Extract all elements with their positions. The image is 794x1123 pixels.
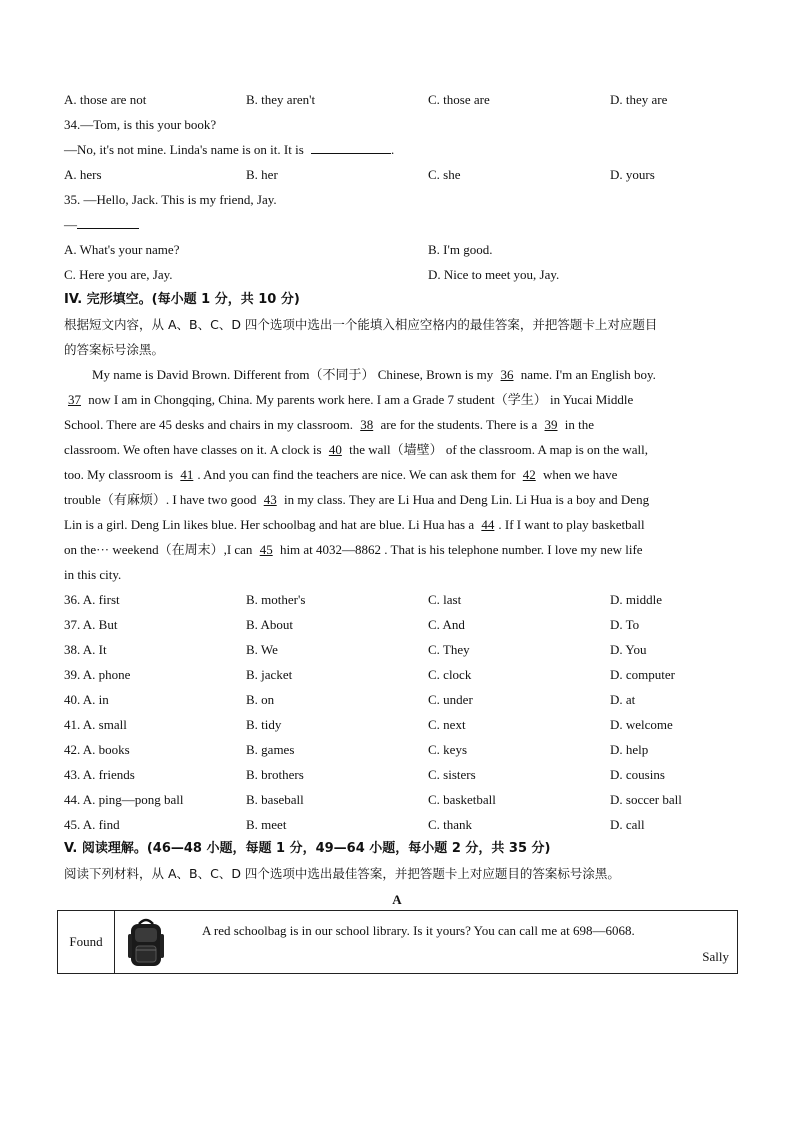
cloze-option-40-b: B. on	[246, 692, 275, 707]
cloze-option-38-d: D. You	[610, 642, 647, 657]
cloze-option-45-a: 45. A. find	[64, 817, 120, 832]
q34-option-d: D. yours	[610, 167, 655, 182]
cloze-passage	[64, 362, 732, 587]
blank-36: 36	[500, 367, 514, 382]
q35-option-a: A. What's your name?	[64, 242, 180, 257]
section5-title: V. 阅读理解。(46—48 小题，每题 1 分，49—64 小题，每小题 2 分，共 35 分)	[64, 841, 551, 856]
q35-blank	[77, 216, 139, 229]
schoolbag-icon	[125, 916, 167, 968]
section4-instruction-1: 根据短文内容，从 A、B、C、D 四个选项中选出一个能填入相应空格内的最佳答案，并把答题卡上对应题目	[64, 317, 658, 332]
blank-43: 43	[263, 492, 277, 507]
cloze-option-42-b: B. games	[246, 742, 295, 757]
blank-39: 39	[544, 417, 558, 432]
cloze-option-43-b: B. brothers	[246, 767, 304, 782]
cloze-option-38-c: C. They	[428, 642, 470, 657]
cloze-option-43-d: D. cousins	[610, 767, 665, 782]
q34-option-c: C. she	[428, 167, 461, 182]
q34-answer-line: —No, it's not mine. Linda's name is on it. It is .	[64, 142, 395, 157]
cloze-option-41-c: C. next	[428, 717, 466, 732]
section4-instruction-2: 的答案标号涂黑。	[64, 342, 165, 357]
cloze-option-44-c: C. basketball	[428, 792, 496, 807]
cloze-option-39-c: C. clock	[428, 667, 472, 682]
cloze-option-42-d: D. help	[610, 742, 649, 757]
blank-44: 44	[481, 517, 495, 532]
cloze-option-37-b: B. About	[246, 617, 293, 632]
cloze-option-44-a: 44. A. ping—pong ball	[64, 792, 184, 807]
q34-option-b: B. her	[246, 167, 278, 182]
q33-option-a: A. those are not	[64, 92, 147, 107]
cloze-option-37-a: 37. A. But	[64, 617, 118, 632]
cloze-option-39-a: 39. A. phone	[64, 667, 131, 682]
blank-42: 42	[522, 467, 536, 482]
blank-40: 40	[328, 442, 342, 457]
blank-45: 45	[259, 542, 273, 557]
cloze-option-36-d: D. middle	[610, 592, 662, 607]
q34-blank	[311, 141, 391, 154]
passage-line-7: Lin is a girl. Deng Lin likes blue. Her schoolbag and hat are blue. Li Hua has a 44 . If I want to play basketball	[64, 517, 645, 532]
q35-option-c: C. Here you are, Jay.	[64, 267, 173, 282]
q35-option-b: B. I'm good.	[428, 242, 493, 257]
passage-line-4: classroom. We often have classes on it. A clock is 40 the wall（墙壁） of the classroom. A map is on the wall,	[64, 442, 649, 457]
cloze-option-41-a: 41. A. small	[64, 717, 127, 732]
cloze-option-39-d: D. computer	[610, 667, 675, 682]
passage-line-2: 37 now I am in Chongqing, China. My parents work here. I am a Grade 7 student（学生） in Yucai Middle	[64, 387, 732, 412]
cloze-option-36-b: B. mother's	[246, 592, 306, 607]
q34-option-a: A. hers	[64, 167, 102, 182]
cloze-option-44-d: D. soccer ball	[610, 792, 682, 807]
blank-41: 41	[180, 467, 194, 482]
cloze-option-40-c: C. under	[428, 692, 473, 707]
q35-answer-line	[64, 216, 139, 233]
q33-option-c: C. those are	[428, 92, 490, 107]
cloze-option-44-b: B. baseball	[246, 792, 304, 807]
cloze-option-45-b: B. meet	[246, 817, 287, 832]
reading-part-a-label: A	[392, 892, 402, 907]
cloze-option-41-b: B. tidy	[246, 717, 282, 732]
cloze-option-38-a: 38. A. It	[64, 642, 107, 657]
passage-line-8: on the··· weekend（在周末）,I can 45 him at 4032—8862 . That is his telephone number. I love my new life	[64, 542, 643, 557]
found-label-cell	[58, 911, 115, 973]
cloze-option-37-d: D. To	[610, 617, 640, 632]
found-message: A red schoolbag is in our school library. Is it yours? You can call me at 698—6068.	[202, 923, 635, 938]
cloze-option-40-a: 40. A. in	[64, 692, 109, 707]
section5-instruction: 阅读下列材料，从 A、B、C、D 四个选项中选出最佳答案，并把答题卡上对应题目的答案标号涂黑。	[64, 866, 620, 881]
cloze-option-37-c: C. And	[428, 617, 465, 632]
cloze-option-42-a: 42. A. books	[64, 742, 130, 757]
cloze-option-40-d: D. at	[610, 692, 636, 707]
passage-line-5: too. My classroom is 41 . And you can find the teachers are nice. We can ask them for 42 when we have	[64, 467, 618, 482]
q35-question: 35. —Hello, Jack. This is my friend, Jay.	[64, 192, 277, 207]
cloze-option-45-d: D. call	[610, 817, 645, 832]
passage-line-9: in this city.	[64, 567, 122, 582]
cloze-option-36-a: 36. A. first	[64, 592, 120, 607]
q35-option-d: D. Nice to meet you, Jay.	[428, 267, 560, 282]
q33-option-b: B. they aren't	[246, 92, 316, 107]
cloze-option-41-d: D. welcome	[610, 717, 673, 732]
cloze-option-36-c: C. last	[428, 592, 462, 607]
cloze-option-42-c: C. keys	[428, 742, 467, 757]
section4-title: IV. 完形填空。(每小题 1 分，共 10 分)	[64, 292, 300, 307]
cloze-option-45-c: C. thank	[428, 817, 473, 832]
cloze-option-38-b: B. We	[246, 642, 278, 657]
found-label: Found	[69, 934, 103, 949]
cloze-option-39-b: B. jacket	[246, 667, 293, 682]
blank-37: 37	[68, 392, 81, 407]
found-signature: Sally	[702, 949, 729, 964]
blank-38: 38	[360, 417, 374, 432]
q33-option-d: D. they are	[610, 92, 668, 107]
found-notice	[57, 910, 738, 974]
q34-answer-text: —No, it's not mine. Linda's name is on it. It is	[64, 142, 304, 157]
cloze-option-43-c: C. sisters	[428, 767, 476, 782]
q34-question: 34.—Tom, is this your book?	[64, 117, 217, 132]
passage-line-3: School. There are 45 desks and chairs in my classroom. 38 are for the students. There is a 39 in the	[64, 417, 594, 432]
cloze-option-43-a: 43. A. friends	[64, 767, 135, 782]
q35-dash: —	[64, 217, 77, 232]
passage-line-1: My name is David Brown. Different from（不同于） Chinese, Brown is my 36 name. I'm an English boy.	[92, 367, 656, 382]
passage-line-6: trouble（有麻烦）. I have two good 43 in my class. They are Li Hua and Deng Lin. Li Hua is a boy and Deng	[64, 492, 650, 507]
